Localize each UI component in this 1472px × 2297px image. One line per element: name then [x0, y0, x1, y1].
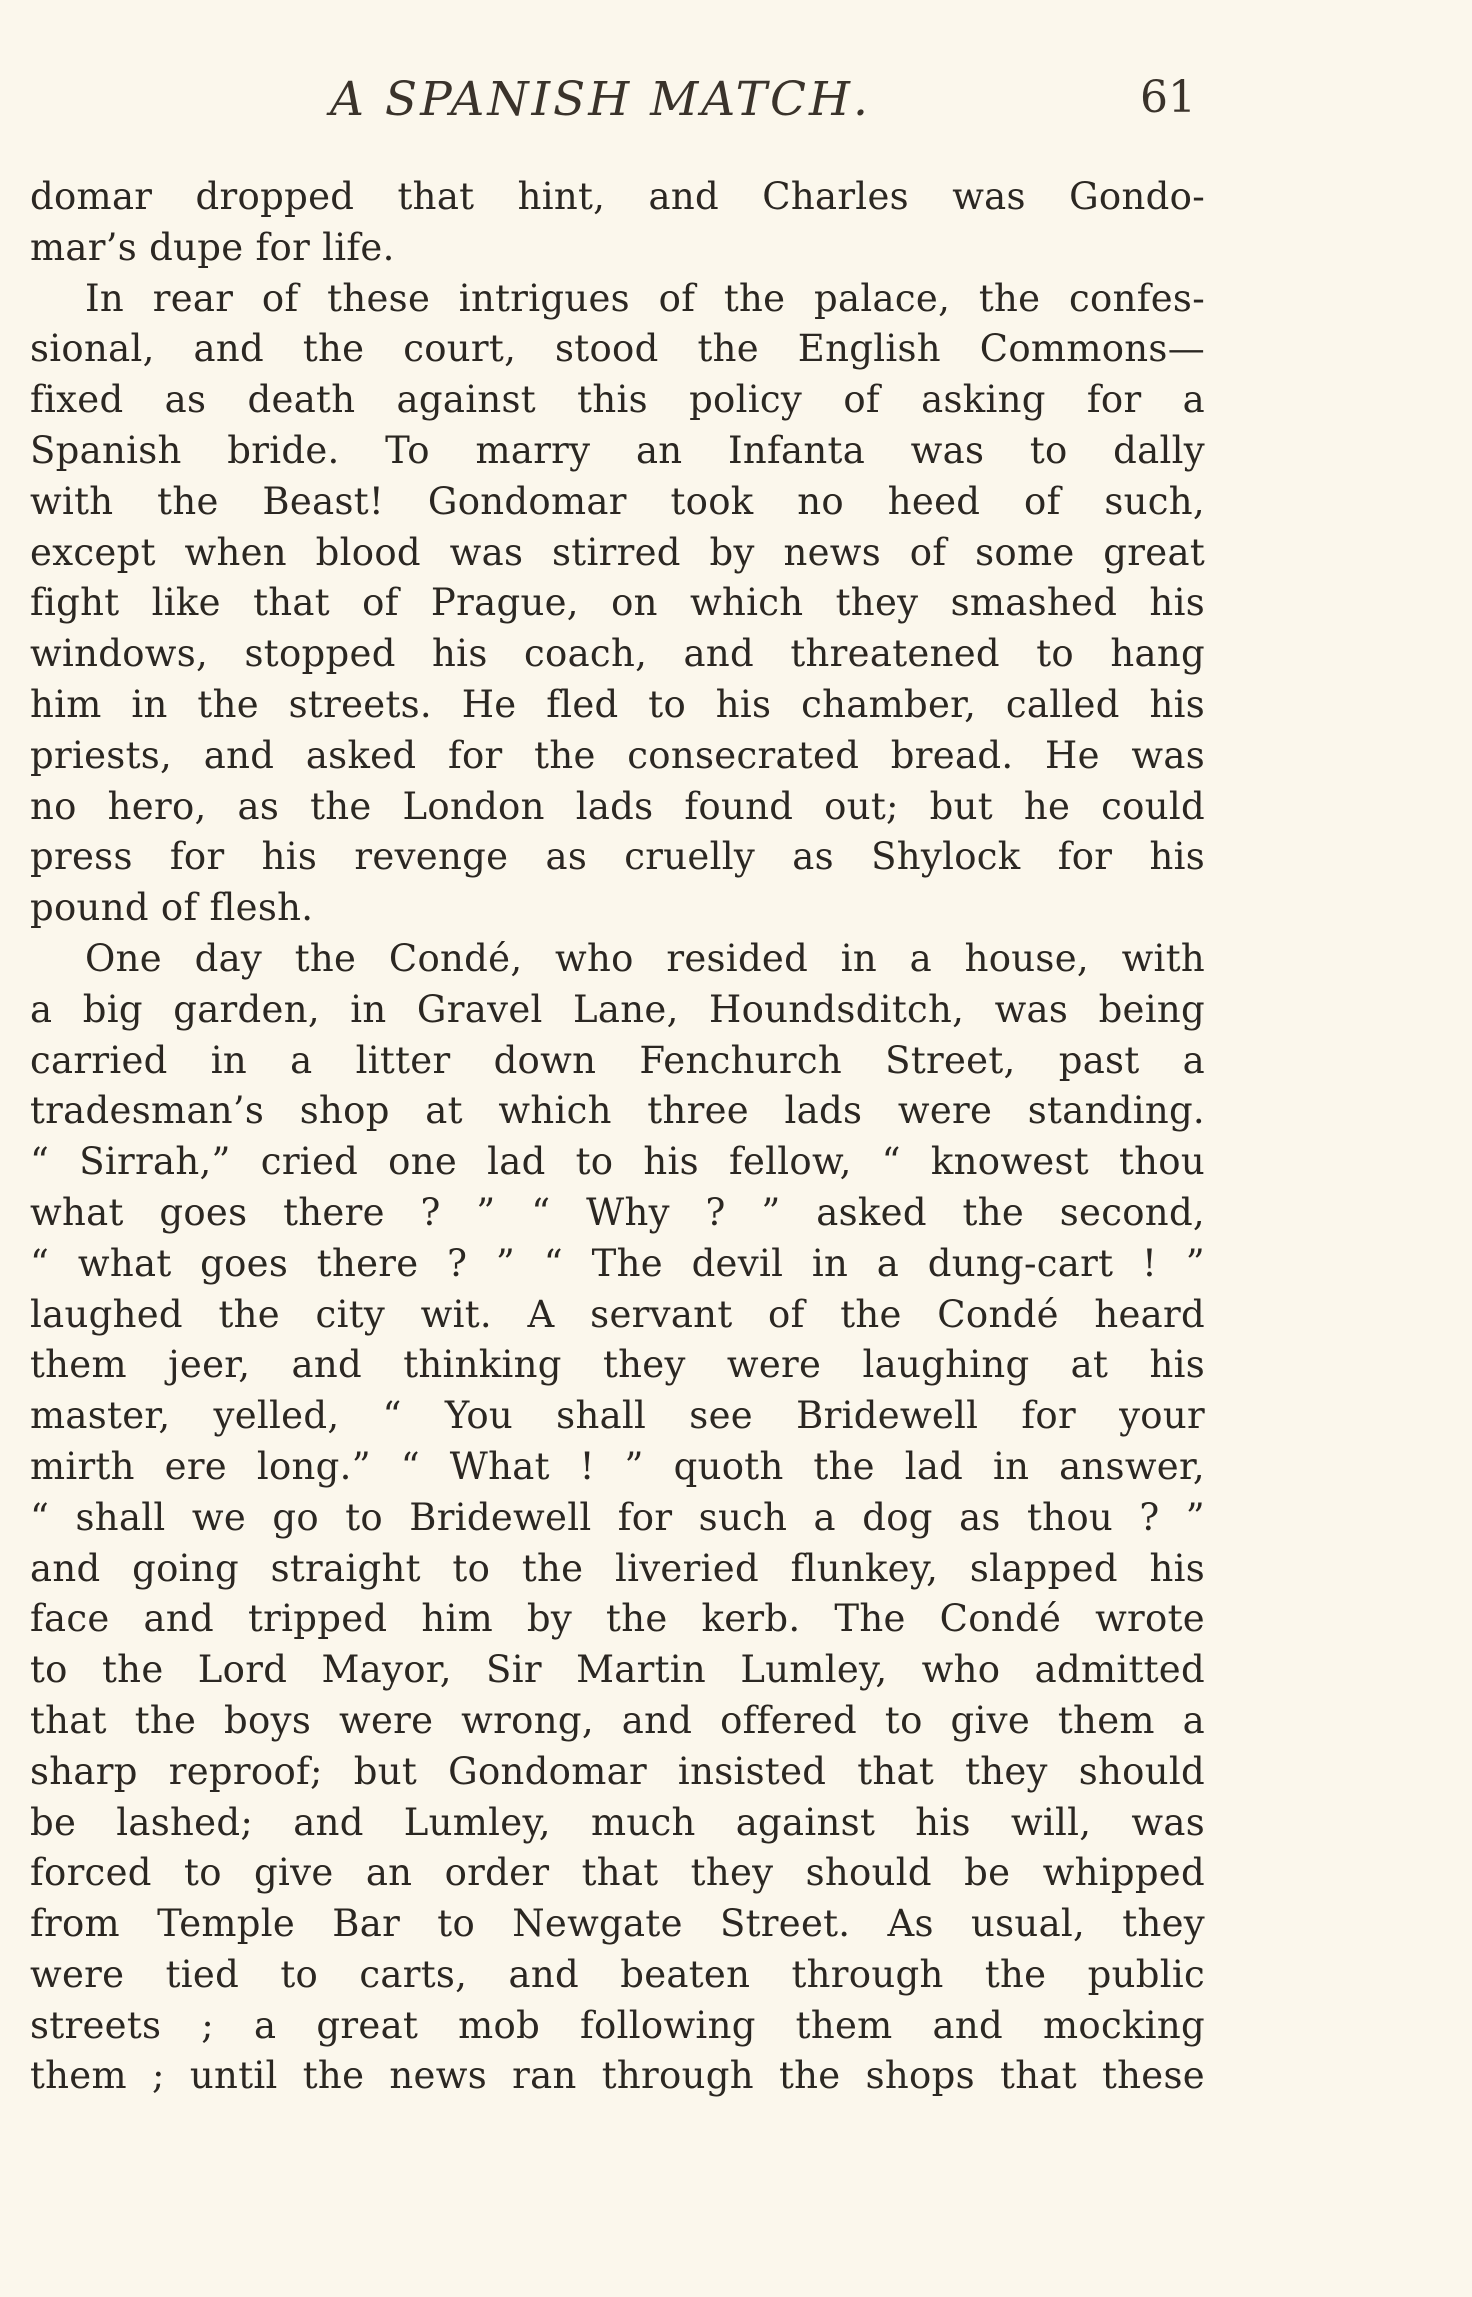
running-head	[30, 72, 1230, 132]
text-line: carried in a litter down Fenchurch Street, past a	[30, 1038, 1205, 1082]
text-line: what goes there ? ” “ Why ? ” asked the second,	[30, 1190, 1205, 1234]
text-line: fixed as death against this policy of asking for a	[30, 378, 1205, 422]
text-line: be lashed; and Lumley, much against his will, was	[30, 1800, 1205, 1844]
text-line: priests, and asked for the consecrated bread. He was	[30, 733, 1205, 777]
text-line: sional, and the court, stood the English Commons—	[30, 327, 1205, 371]
text-line: In rear of these intrigues of the palace, the confes-	[85, 276, 1205, 320]
text-line: a big garden, in Gravel Lane, Houndsditch, was being	[30, 987, 1205, 1031]
text-line: “ shall we go to Bridewell for such a dog as thou ? ”	[30, 1495, 1205, 1539]
text-line: master, yelled, “ You shall see Bridewell for your	[30, 1394, 1205, 1438]
running-title: A SPANISH MATCH.	[330, 72, 871, 127]
text-line: were tied to carts, and beaten through the public	[30, 1952, 1205, 1996]
text-line: to the Lord Mayor, Sir Martin Lumley, who admitted	[30, 1648, 1205, 1692]
text-line: them ; until the news ran through the shops that these	[30, 2054, 1205, 2098]
text-line: with the Beast! Gondomar took no heed of such,	[30, 479, 1205, 523]
body-text	[30, 172, 1205, 2102]
text-line: pound of flesh.	[30, 886, 314, 930]
text-line: “ Sirrah,” cried one lad to his fellow, “ knowest thou	[30, 1140, 1205, 1184]
text-line: that the boys were wrong, and offered to give them a	[30, 1698, 1205, 1742]
text-line: face and tripped him by the kerb. The Condé wrote	[30, 1597, 1205, 1641]
text-line: forced to give an order that they should be whipped	[30, 1851, 1205, 1895]
text-line: press for his revenge as cruelly as Shylock for his	[30, 835, 1205, 879]
text-line: and going straight to the liveried flunkey, slapped his	[30, 1546, 1205, 1590]
text-line: mar’s dupe for life.	[30, 225, 395, 269]
text-line: fight like that of Prague, on which they smashed his	[30, 581, 1205, 625]
text-line: sharp reproof; but Gondomar insisted that they should	[30, 1749, 1205, 1793]
text-line: except when blood was stirred by news of some great	[30, 530, 1205, 574]
text-line: streets ; a great mob following them and mocking	[30, 2003, 1205, 2047]
text-line: from Temple Bar to Newgate Street. As usual, they	[30, 1902, 1205, 1946]
page-number: 61	[1140, 72, 1196, 123]
text-line: One day the Condé, who resided in a house, with	[85, 936, 1205, 980]
text-line: mirth ere long.” “ What ! ” quoth the lad in answer,	[30, 1444, 1205, 1488]
text-line: windows, stopped his coach, and threatened to hang	[30, 632, 1205, 676]
text-line: tradesman’s shop at which three lads were standing.	[30, 1089, 1205, 1133]
text-line: “ what goes there ? ” “ The devil in a dung-cart ! ”	[30, 1241, 1205, 1285]
text-line: no hero, as the London lads found out; but he could	[30, 784, 1205, 828]
text-line: domar dropped that hint, and Charles was Gondo-	[30, 175, 1205, 218]
text-line: Spanish bride. To marry an Infanta was to dally	[30, 428, 1205, 472]
text-line: laughed the city wit. A servant of the Condé heard	[30, 1292, 1205, 1336]
text-line: them jeer, and thinking they were laughing at his	[30, 1343, 1205, 1387]
text-line: him in the streets. He fled to his chamber, called his	[30, 682, 1205, 726]
